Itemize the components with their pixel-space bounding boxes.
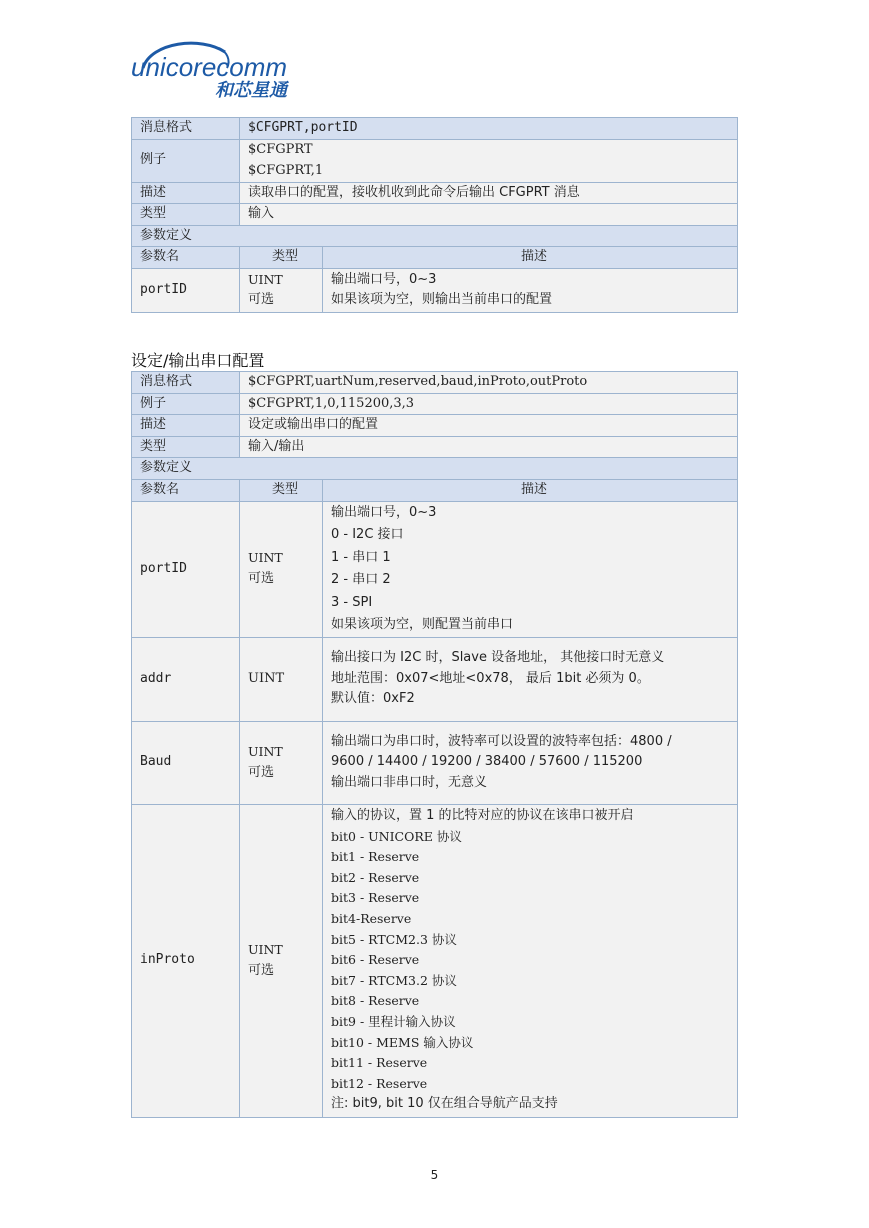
section-title: 设定/输出串口配置	[131, 351, 265, 370]
param-desc-line: bit9 - 里程计输入协议	[331, 1014, 456, 1030]
param-name: Baud	[132, 721, 240, 804]
format-value: $CFGPRT,uartNum,reserved,baud,inProto,outProto	[240, 372, 738, 394]
param-type-line: 可选	[248, 962, 275, 978]
type-label: 类型	[132, 204, 240, 226]
param-desc-line: 1 - 串口 1	[331, 549, 391, 565]
param-name: portID	[132, 268, 240, 312]
example-value: $CFGPRT,1,0,115200,3,3	[240, 393, 738, 415]
param-desc-line: bit3 - Reserve	[331, 890, 420, 906]
param-type-line: UINT	[248, 941, 283, 957]
type-label: 类型	[132, 436, 240, 458]
param-type-line: UINT	[248, 550, 283, 566]
param-desc-line: 输出接口为 I2C 时，Slave 设备地址， 其他接口时无意义	[331, 650, 665, 666]
param-desc-line: bit8 - Reserve	[331, 993, 420, 1009]
params-label: 参数定义	[132, 458, 738, 480]
param-desc-line: bit2 - Reserve	[331, 869, 420, 885]
param-desc-line: bit0 - UNICORE 协议	[331, 828, 462, 844]
param-desc-line: bit4-Reserve	[331, 911, 412, 927]
param-name: addr	[132, 637, 240, 721]
page-number: 5	[430, 1168, 439, 1182]
param-type	[240, 721, 323, 804]
param-desc-line: bit6 - Reserve	[331, 952, 420, 968]
param-desc-line: 输出端口号，0~3	[331, 504, 437, 520]
table-row	[132, 268, 738, 312]
desc-label: 描述	[132, 415, 240, 437]
param-desc-line: bit7 - RTCM3.2 协议	[331, 972, 457, 988]
table-row	[132, 501, 738, 637]
param-type	[240, 268, 323, 312]
param-desc-line: bit10 - MEMS 输入协议	[331, 1034, 474, 1050]
logo-wordmark: unicorecomm	[131, 52, 288, 82]
param-type	[240, 637, 323, 721]
format-label: 消息格式	[132, 372, 240, 394]
desc-value: 设定或输出串口的配置	[240, 415, 738, 437]
cfgprt-set-table	[131, 371, 738, 1118]
unicorecomm-logo	[131, 38, 311, 102]
table-row	[132, 637, 738, 721]
param-desc-line: 2 - 串口 2	[331, 572, 391, 588]
param-desc-line: 输出端口非串口时，无意义	[331, 774, 488, 790]
param-desc-line: 0 - I2C 接口	[331, 527, 404, 543]
param-type-line: UINT	[248, 271, 283, 287]
logo-chinese: 和芯星通	[215, 80, 287, 101]
param-desc-line: bit11 - Reserve	[331, 1055, 428, 1071]
col-type-header: 类型	[240, 479, 323, 501]
param-type	[240, 804, 323, 1117]
param-desc-line: bit12 - Reserve	[331, 1075, 428, 1091]
cfgprt-read-table	[131, 117, 738, 313]
param-desc-line: 如果该项为空，则输出当前串口的配置	[331, 292, 553, 308]
param-type-line: 可选	[248, 571, 275, 587]
type-value: 输入	[240, 204, 738, 226]
param-desc-line: bit1 - Reserve	[331, 849, 420, 865]
param-type	[240, 501, 323, 637]
param-desc-line: 3 - SPI	[331, 594, 373, 610]
param-desc	[323, 501, 738, 637]
format-label: 消息格式	[132, 118, 240, 140]
col-type-header: 类型	[240, 247, 323, 269]
table-row	[132, 804, 738, 1117]
params-label: 参数定义	[132, 225, 738, 247]
example-line: $CFGPRT	[248, 142, 313, 157]
param-desc	[323, 804, 738, 1117]
desc-label: 描述	[132, 182, 240, 204]
param-desc-line: 如果该项为空，则配置当前串口	[331, 617, 514, 633]
format-value: $CFGPRT,portID	[240, 118, 738, 140]
col-desc-header: 描述	[323, 479, 738, 501]
col-name-header: 参数名	[132, 479, 240, 501]
table-row	[132, 721, 738, 804]
param-desc	[323, 721, 738, 804]
param-desc-line: 输出端口为串口时，波特率可以设置的波特率包括：4800 / 9600 / 14400 / 19200 / 38400 / 57600 / 115200	[331, 733, 672, 770]
param-desc	[323, 637, 738, 721]
param-desc-line: 输出端口号，0~3	[331, 271, 437, 287]
param-name: portID	[132, 501, 240, 637]
example-label: 例子	[132, 139, 240, 182]
param-desc-line: 输入的协议，置 1 的比特对应的协议在该串口被开启	[331, 808, 634, 824]
param-desc-line: 地址范围：0x07<地址<0x78， 最后 1bit 必须为 0。	[331, 670, 650, 686]
example-values	[240, 139, 738, 182]
param-name: inProto	[132, 804, 240, 1117]
example-label: 例子	[132, 393, 240, 415]
param-desc-line: 注: bit9, bit 10 仅在组合导航产品支持	[331, 1096, 558, 1112]
desc-value: 读取串口的配置，接收机收到此命令后输出 CFGPRT 消息	[240, 182, 738, 204]
col-name-header: 参数名	[132, 247, 240, 269]
param-type-line: UINT	[248, 670, 285, 686]
param-type-line: UINT	[248, 743, 283, 759]
example-line: $CFGPRT,1	[248, 162, 324, 178]
type-value: 输入/输出	[240, 436, 738, 458]
param-type-line: 可选	[248, 292, 275, 308]
param-desc-line: 默认值：0xF2	[331, 691, 415, 707]
param-desc	[323, 268, 738, 312]
col-desc-header: 描述	[323, 247, 738, 269]
param-type-line: 可选	[248, 764, 275, 780]
param-desc-line: bit5 - RTCM2.3 协议	[331, 931, 457, 947]
